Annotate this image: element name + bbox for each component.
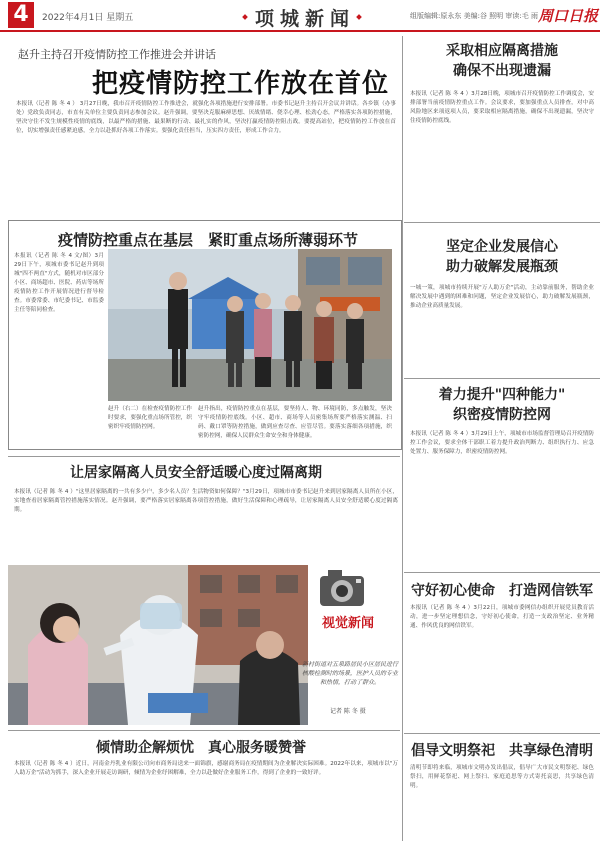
visual-news-credit: 记者 陈 冬 摄 [330,708,366,715]
date-line: 2022年4月1日 星期五 [42,13,134,23]
quarantine-body: 本报讯（记者 陈 冬 4 ）"这里居家隔离的一共有多少户，多少名人员？生活物资如何保障？"3月29日，项城市市委书记赵升来到居家隔离人员所在小区，实地查看居家隔离管控措施落实情况。赵升强调，要严格落实居家隔离各项管控措施，做好生活保障和心理疏导，让居家隔离人员安全舒适暖心度过隔离期。 [14,489,398,513]
column-divider [402,36,403,841]
feature-photo [108,249,392,401]
visual-news-label: 视觉新闻 [322,616,375,631]
enterprise-body: 本报讯（记者 陈 冬 4 ）近日，河南金丹乳业有限公司向市商务局送来一面锦旗，感谢商务局在疫情期间为企业解决实际困难。2022年以来，项城市以"万人助万企"活动为抓手，深入企业开展走访调研，倾情为企业纾困解难，全力以赴做好企业服务工作，得到了企业的一致好评。 [14,761,398,776]
right-article-5-headline: 倡导文明祭祀 共享绿色清明 [411,743,593,759]
right-rule-1 [404,222,600,223]
section-rule-2 [8,730,400,731]
feature-body-continued: 赵升指出，疫情防控重点在基层，要坚持人、物、环境同防，多点触发，坚决守牢疫情防控底线。小区、超市、商场等人员密集场所要严格落实测温、扫码、戴口罩等防控措施，做到应查尽查、应管尽管。要落实落细各项措施，织密防控网，确保人民群众生命安全和身体健康。 [198,406,392,439]
right-article-5-body: 清明节即将来临，项城市文明办发出倡议，倡导广大市民文明祭祀、绿色祭扫，用鲜花祭祀、网上祭扫、家庭追思等方式寄托哀思，共享绿色清明。 [410,765,594,789]
right-article-4-headline: 守好初心使命 打造网信铁军 [411,583,593,599]
editor-credits: 组版编辑:原永东 美编:谷 照明 审读:毛 雨 [410,12,538,20]
testing-photo [8,565,308,725]
right-rule-3 [404,572,600,573]
masthead [0,0,600,32]
visual-news-caption: 新村街道对五泉路居民小区居民进行核酸检测时的场景，医护人员的专业和热情，打动了群众。 [301,661,398,686]
right-article-2-body: 一城一策，项城市持续开展"万人助万企"活动，主动靠前服务，帮助企业解决发展中遇到的困难和问题，坚定企业发展信心，助力破解发展瓶颈，推动企业高质量发展。 [410,285,594,309]
right-article-2-headline-line1: 坚定企业发展信心 [446,239,558,255]
right-article-2-headline-line2: 助力破解发展瓶颈 [446,259,558,275]
right-article-1-headline-line2: 确保不出现遗漏 [453,63,551,79]
right-article-3-headline-line1: 着力提升"四种能力" [438,387,566,403]
right-rule-4 [404,733,600,734]
visual-news-badge [312,566,400,632]
lead-headline: 把疫情防控工作放在首位 [92,69,390,99]
feature-headline: 疫情防控重点在基层 紧盯重点场所薄弱环节 [58,231,359,249]
right-article-3-headline-line2: 织密疫情防控网 [453,407,551,423]
page-number: 4 [8,2,34,28]
newspaper-logo: 周口日报 [538,7,599,25]
feature-body: 本报讯（记者 陈 冬 4 文/图）3月29日下午，项城市委书记赵升到项城"四不两直"方式，随机对市区部分小区、商场超市、医院、药店等场所疫情防控工作开展情况进行督导检查。市委常委、市纪委书记、市监委主任等陪同检查。 [14,253,104,313]
feature-photo-caption: 赵升（右二）在检查疫情防控工作时要求，要强化重点场所管控，织密织牢疫情防控网。 [108,406,192,430]
camera-icon [312,566,400,614]
enterprise-headline: 倾情助企解烦忧 真心服务暖赞誉 [96,740,306,756]
section-title: 项城新闻 [255,4,355,31]
section-rule [8,456,400,457]
right-article-4-body: 本报讯（记者 陈 冬 4 ）3月22日，项城市委网信办组织开展党员教育活动，进一步坚定理想信念，守好初心使命，打造一支政治坚定、业务精通、作风优良的网信铁军。 [410,605,594,629]
lead-body: 本报讯（记者 陈 冬 4 ） 3月27日晚，我市召开疫情防控工作推进会，就强化各项措施进行安排部署。市委书记赵升主持召开会议并讲话。各乡镇（办事处）党政负责同志，市直有关单位主要负责同志参加会议。赵升强调，要坚决克服麻痹思想、厌战情绪、侥幸心理、松劲心态，严格落实各项防控措施，坚决守住不发生规模性疫情的底线，以最严格的措施、最果断的行动、最扎实的作风，坚决打赢疫情防控阻击战。要提高站位，把疫情防控工作放在首位，切实增强责任感紧迫感，全力以赴抓好各项工作落实。要强化责任担当，压实四方责任，形成工作合力。 [16,101,396,134]
quarantine-headline: 让居家隔离人员安全舒适暖心度过隔离期 [70,465,322,481]
lead-subtitle: 赵升主持召开疫情防控工作推进会并讲话 [18,48,216,61]
right-rule-2 [404,378,600,379]
right-article-1-headline-line1: 采取相应隔离措施 [446,43,558,59]
right-article-3-body: 本报讯（记者 陈 冬 4 ）3月29日上午，项城市市场监督管理局召开疫情防控工作会议，要求全体干部职工着力提升政治判断力、组织执行力、应急处置力、服务保障力，织密疫情防控网。 [410,431,594,455]
right-article-1-body: 本报讯（记者 陈 冬 4 ）3月28日晚，项城市召开疫情防控工作调度会，安排部署当前疫情防控重点工作。会议要求，要加强重点人员排查，对中高风险地区来项返项人员，要采取相应隔离措施，确保不出现遗漏，坚决守住疫情防控底线。 [410,91,594,124]
